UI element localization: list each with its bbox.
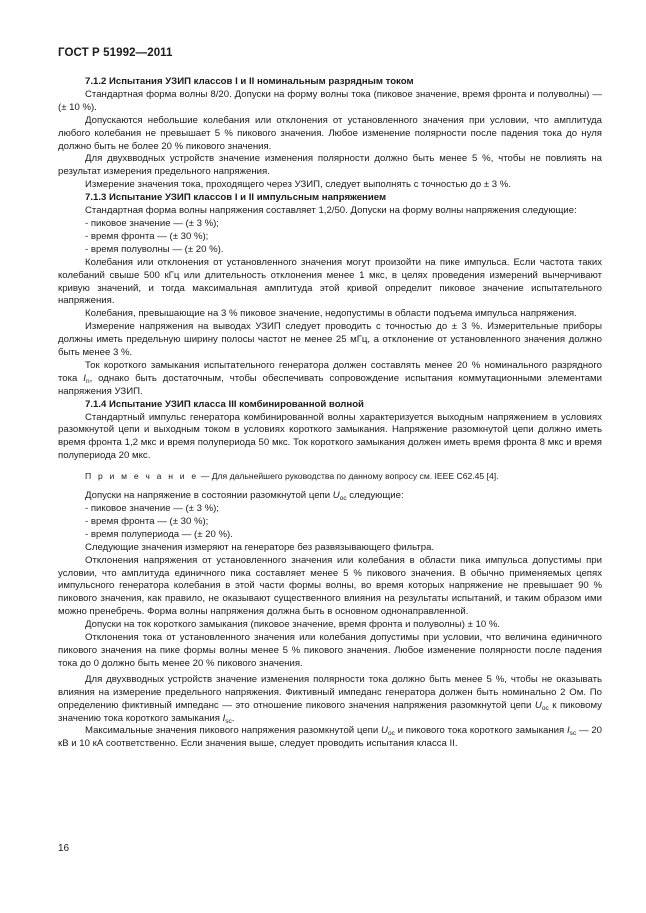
paragraph: Допускаются небольшие колебания или отклонения от установленного значения при условии, что амплитуда любого колебания не превышает 5 % пикового значения. Любое изменение полярности после падения тока до нуля должно быть не более 20 % пикового значения.: [58, 114, 602, 152]
list-item: - пиковое значение — (± 3 %);: [85, 503, 219, 514]
paragraph: Отклонения тока от установленного значения или колебания допустимы при условии, что величина единичного пикового значения на пике формы волны менее 5 % пикового значения. Любое изменение полярности после падения тока до 0 должно быть менее 20 % пикового значения.: [58, 632, 602, 669]
paragraph: Допуски на ток короткого замыкания (пиковое значение, время фронта и полуволны) ± 10 %.: [85, 619, 501, 631]
section-heading-7-1-4: 7.1.4 Испытание УЗИП класса III комбинированной волной: [85, 398, 364, 410]
list-item: - время полуволны — (± 20 %).: [85, 243, 224, 255]
section-heading-7-1-2: 7.1.2 Испытания УЗИП классов I и II номинальным разрядным током: [85, 76, 414, 87]
paragraph: Колебания или отклонения от установленного значения могут произойти на пике импульса. Если частота таких колебаний свыше 500 кГц или длительность отклонения менее 1 мкс, в целях проведения измерений вычерчивают кривую значений, и тогда максимальная амплитуда этой кривой определит пиковое значение испытательного напряжения.: [58, 256, 602, 307]
list-item: - время фронта — (± 30 %);: [85, 515, 209, 527]
list-item: - пиковое значение — (± 3 %);: [85, 217, 219, 229]
paragraph: Допуски на напряжение в состоянии разомкнутой цепи $U_{oc}$ следующие:: [85, 490, 404, 503]
list-item: - время полупериода — (± 20 %).: [85, 528, 233, 540]
page-number: 16: [58, 843, 70, 854]
list-item: - время фронта — (± 30 %);: [85, 230, 209, 242]
note: П р и м е ч а н и е — Для дальнейшего руководства по данному вопросу см. IEEE C62.45 [4].: [85, 471, 499, 482]
paragraph: Колебания, превышающие на 3 % пиковое значение, недопустимы в области подъема импульса напряжения.: [85, 308, 577, 320]
paragraph: Ток короткого замыкания испытательного генератора должен составлять менее 20 % номинального разрядного тока $I_n$, однако быть достаточным, чтобы обеспечивать сопровождение испытания коммутационными элементами напряжения УЗИП.: [58, 359, 603, 397]
paragraph: Стандартная форма волны 8/20. Допуски на форму волны тока (пиковое значение, время фронта и полуволны) — (± 10 %).: [58, 88, 602, 113]
paragraph: Стандартная форма волны напряжения составляет 1,2/50. Допуски на форму волны напряжения следующие:: [85, 205, 577, 217]
paragraph: Максимальные значения пикового напряжения разомкнутой цепи $U_{oc}$ и пикового тока короткого замыкания $I_{sc}$ — 20 кВ и 10 кА соответственно. Если значения выше, следует проводить испытания класса II.: [58, 725, 603, 750]
section-heading-7-1-3: 7.1.3 Испытание УЗИП классов I и II импульсным напряжением: [85, 192, 387, 204]
paragraph: Для двухвводных устройств значение изменения полярности тока должно быть менее 5 %, чтобы не оказывать влияния на измерение предельного напряжения. Фиктивный импеданс генератора должен быть номинально 2 Ом. По определению фиктивный импеданс — это отношение пикового значения напряжения разомкнутой цепи $U_{oc}$ к пиковому значению тока короткого замыкания $I_{sc}$.: [58, 673, 602, 725]
paragraph: Отклонения напряжения от установленного значения или колебания в области пика импульса допустимы при условии, что амплитуда единичного пика составляет менее 5 % пикового значения. В обычно применяемых цепях импульсного генератора колебания в этой части формы волны, во время которых напряжение не превышает 90 % пикового значения, как правило, не оказывают существенного влияния на результаты испытаний, и таким образом ими можно пренебречь. Форма волны напряжения должна быть в основном однонаправленной.: [58, 554, 602, 618]
paragraph: Стандартный импульс генератора комбинированной волны характеризуется выходным напряжением в условиях разомкнутой цепи и выходным током в условиях короткого замыкания. Напряжение разомкнутой цепи должно иметь время фронта 1,2 мкс и время полупериода 50 мкс. Ток короткого замыкания должен иметь время фронта 8 мкс и время полупериода 20 мкс.: [58, 411, 602, 462]
paragraph: Для двухвводных устройств значение изменения полярности должно быть менее 5 %, чтобы не повлиять на результат измерения предельного напряжения.: [58, 153, 602, 178]
paragraph: Измерение напряжения на выводах УЗИП следует проводить с точностью до ± 3 %. Измерительные приборы должны иметь предельную ширину полосы частот не менее 25 мГц, а отклонение от установленного значения должно быть менее 3 %.: [58, 321, 602, 359]
document-header: ГОСТ Р 51992—2011: [58, 47, 173, 59]
body-text: [58, 76, 602, 751]
paragraph: Измерение значения тока, проходящего через УЗИП, следует выполнять с точностью до ± 3 %.: [85, 179, 511, 191]
paragraph: Следующие значения измеряют на генераторе без развязывающего фильтра.: [85, 541, 435, 553]
